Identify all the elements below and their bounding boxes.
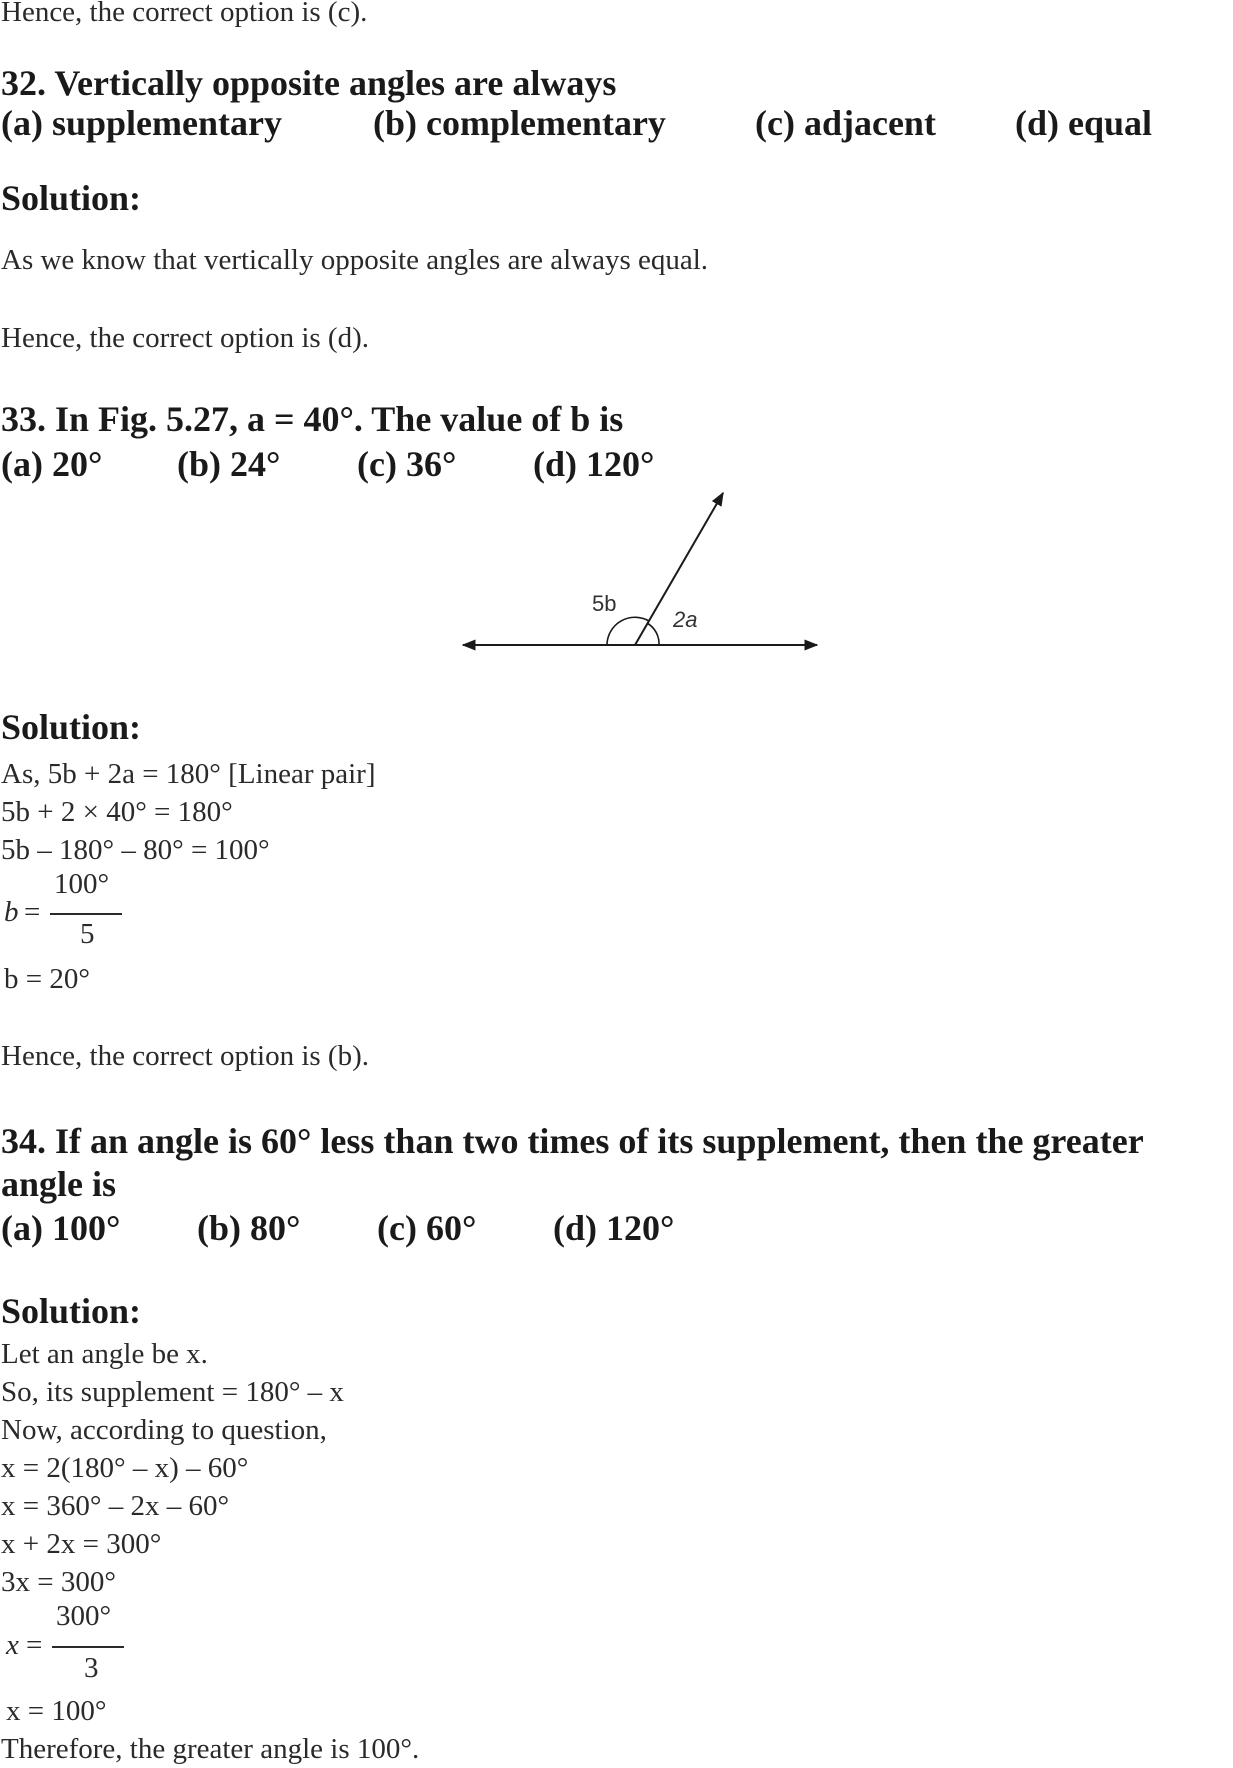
question-33-options [1,443,654,485]
fraction-b [4,868,134,958]
solution-line: Now, according to question, [1,1414,327,1446]
option-a: (a) 20° [1,444,103,484]
solution-line: Let an angle be x. [1,1338,208,1370]
numerator: 100° [54,868,110,900]
denominator: 3 [84,1652,99,1684]
label-5b: 5b [592,591,617,616]
solution-heading: Solution: [1,1291,142,1331]
fraction-bar [50,913,122,915]
equals-sign: = [24,896,41,928]
numerator: 300° [56,1600,112,1632]
option-c: (c) 36° [357,444,457,484]
denominator: 5 [80,918,95,950]
label-2a: 2a [673,607,698,632]
conclusion: Hence, the correct option is (b). [1,1040,369,1072]
fraction-variable: b [4,896,19,928]
question-32-options [1,102,1152,144]
solution-line: As, 5b + 2a = 180° [Linear pair] [1,758,376,790]
fraction-x [6,1600,136,1690]
solution-line: So, its supplement = 180° – x [1,1376,344,1408]
conclusion: Therefore, the greater angle is 100°. [1,1733,420,1765]
option-c: (c) 60° [377,1208,477,1248]
solution-line: x = 360° – 2x – 60° [1,1490,230,1522]
solution-line: 3x = 300° [1,1566,116,1598]
question-32-title: 32. Vertically opposite angles are always [1,63,617,103]
fraction-variable: x [6,1629,19,1661]
option-d: (d) 120° [533,444,655,484]
solution-line: x = 2(180° – x) – 60° [1,1452,249,1484]
solution-line: x + 2x = 300° [1,1528,162,1560]
option-d: (d) equal [1015,103,1153,143]
option-c: (c) adjacent [755,103,936,143]
option-a: (a) supplementary [1,103,282,143]
option-b: (b) complementary [373,103,666,143]
result: x = 100° [6,1695,107,1727]
previous-conclusion: Hence, the correct option is (c). [1,0,368,28]
angle-arc-2a [647,623,659,645]
solution-line: 5b – 180° – 80° = 100° [1,834,270,866]
question-33-title: 33. In Fig. 5.27, a = 40°. The value of b is [1,399,624,439]
solution-line: 5b + 2 × 40° = 180° [1,796,233,828]
solution-heading: Solution: [1,707,142,747]
angle-figure [455,485,830,660]
question-34-title: 34. If an angle is 60° less than two times of its supplement, then the greater [1,1121,1144,1161]
question-34-options [1,1207,674,1249]
option-d: (d) 120° [553,1208,675,1248]
result: b = 20° [4,963,90,995]
solution-heading: Solution: [1,178,142,218]
option-b: (b) 80° [197,1208,301,1248]
conclusion: Hence, the correct option is (d). [1,322,369,354]
fraction-bar [52,1646,124,1648]
solution-line: As we know that vertically opposite angles are always equal. [1,244,709,276]
option-b: (b) 24° [177,444,281,484]
equals-sign: = [26,1629,43,1661]
option-a: (a) 100° [1,1208,121,1248]
question-34-title-line2: angle is [1,1164,117,1204]
